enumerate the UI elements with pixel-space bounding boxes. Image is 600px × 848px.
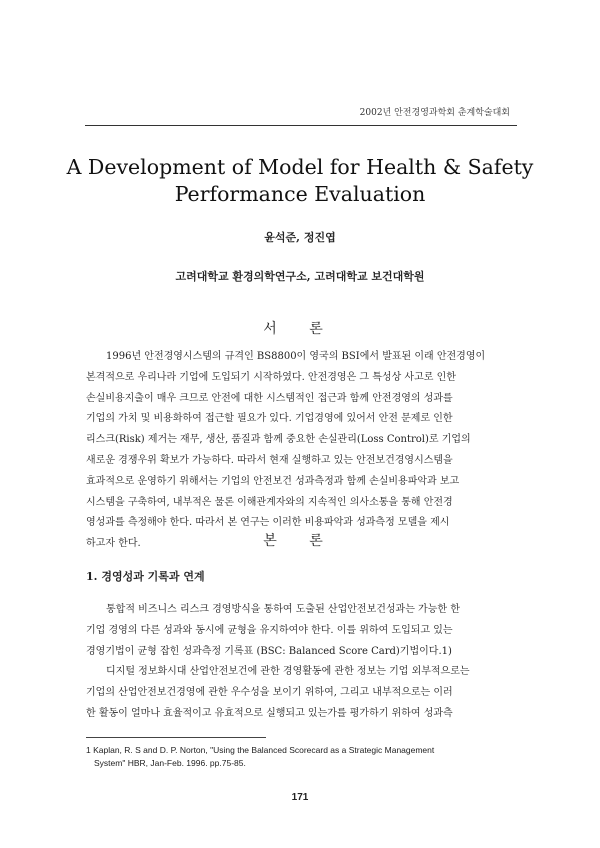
intro-line: 새로운 경쟁우위 확보가 가능하다. 따라서 현재 실행하고 있는 안전보건경영시스템을 bbox=[86, 454, 453, 466]
header-rule bbox=[85, 125, 517, 126]
subsection-title: 1. 경영성과 기록과 연계 bbox=[86, 570, 205, 583]
intro-line: 기업의 가치 및 비용화하여 접근할 필요가 있다. 기업경영에 있어서 안전 문제로 인한 bbox=[86, 413, 453, 425]
body-line: 디지털 정보화시대 산업안전보건에 관한 경영활동에 관한 정보는 기업 외부적으로는 bbox=[106, 666, 470, 678]
intro-line: 효과적으로 운영하기 위해서는 기업의 안전보건 성과측정과 함께 손실비용파악과 보고 bbox=[86, 475, 460, 487]
footnote bbox=[86, 744, 518, 770]
body-heading: 본 론 bbox=[263, 533, 337, 549]
footnote-line-2: System" HBR, Jan-Feb. 1996. pp.75-85. bbox=[94, 758, 246, 768]
intro-line: 영성과를 측정해야 한다. 따라서 본 연구는 이러한 비용파악과 성과측정 모델을 제시 bbox=[86, 517, 450, 529]
body-paragraph bbox=[86, 600, 516, 725]
intro-paragraph bbox=[86, 347, 516, 555]
intro-line: 시스템을 구축하여, 내부적은 물론 이해관계자와의 지속적인 의사소통을 통해 안전경 bbox=[86, 496, 453, 508]
page-number: 171 bbox=[291, 792, 309, 803]
body-line: 경영기법이 균형 잡힌 성과측정 기록표 (BSC: Balanced Score Card)기법이다.1) bbox=[86, 645, 452, 657]
intro-line: 리스크(Risk) 제거는 재무, 생산, 품질과 함께 중요한 손실관리(Loss Control)로 기업의 bbox=[86, 434, 471, 446]
intro-heading: 서 론 bbox=[263, 321, 337, 337]
footnote-line-1: 1 Kaplan, R. S and D. P. Norton, "Using the Balanced Scorecard as a Strategic Management bbox=[86, 745, 435, 755]
title-line-2: Performance Evaluation bbox=[174, 182, 426, 206]
intro-line: 1996년 안전경영시스템의 규격인 BS8800이 영국의 BSI에서 발표된 이래 안전경영이 bbox=[106, 351, 486, 362]
conference-header: 2002년 안전경영과학회 춘계학술대회 bbox=[359, 108, 510, 118]
intro-line: 하고자 한다. bbox=[86, 538, 141, 550]
title-line-1: A Development of Model for Health & Safety bbox=[66, 155, 534, 179]
body-line: 기업의 산업안전보건경영에 관한 우수성을 보이기 위하여, 그리고 내부적으로는 이러 bbox=[86, 687, 453, 699]
authors: 윤석준, 정진엽 bbox=[264, 231, 336, 244]
intro-line: 본격적으로 우리나라 기업에 도입되기 시작하였다. 안전경영은 그 특성상 사고로 인한 bbox=[86, 371, 456, 383]
body-line: 한 활동이 얼마나 효율적이고 유효적으로 실행되고 있는가를 평가하기 위하여 성과측 bbox=[86, 707, 453, 719]
body-line: 기업 경영의 다른 성과와 동시에 균형을 유지하여야 한다. 이를 위하여 도입되고 있는 bbox=[86, 624, 453, 636]
paper-title bbox=[0, 154, 600, 208]
footnote-rule bbox=[86, 737, 266, 738]
affiliation: 고려대학교 환경의학연구소, 고려대학교 보건대학원 bbox=[175, 270, 425, 283]
body-line: 통합적 비즈니스 리스크 경영방식을 통하여 도출된 산업안전보건성과는 가능한 한 bbox=[106, 604, 460, 615]
intro-line: 손실비용지출이 매우 크므로 안전에 대한 시스템적인 접근과 함께 안전경영의 성과를 bbox=[86, 392, 453, 404]
